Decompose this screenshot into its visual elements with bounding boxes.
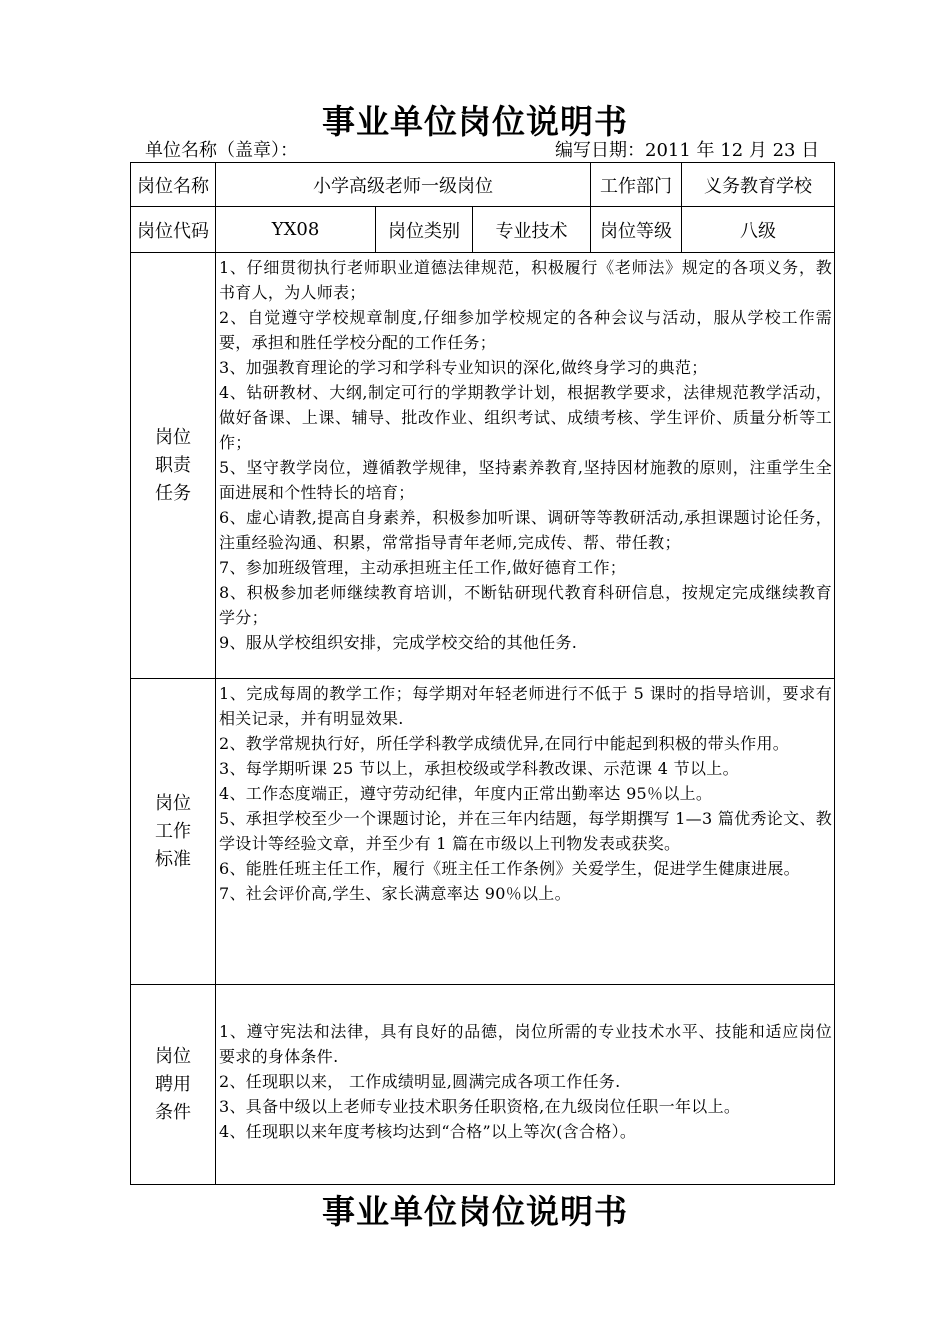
list-item: 1、完成每周的教学工作；每学期对年轻老师进行不低于 5 课时的指导培训，要求有相关记录，并有明显效果. [219,684,833,728]
post-level-label: 岗位等级 [591,207,682,253]
list-item: 2、教学常规执行好，所任学科教学成绩优异,在同行中能起到积极的带头作用。 [219,734,790,753]
list-item: 2、任现职以来， 工作成绩明显,圆满完成各项工作任务. [219,1072,621,1091]
conditions-label: 岗位 聘用 条件 [131,985,216,1185]
document-title-repeat: 事业单位岗位说明书 [322,1192,628,1231]
list-item: 6、能胜任班主任工作，履行《班主任工作条例》关爱学生，促进学生健康进展。 [219,859,800,878]
list-item: 6、虚心请教,提高自身素养，积极参加听课、调研等等教研活动,承担课题讨论任务，注重经验沟通、积累，常常指导青年老师,完成传、帮、带任教； [219,508,833,552]
standards-label: 岗位 工作 标准 [131,679,216,985]
list-item: 4、任现职以来年度考核均达到“合格”以上等次(含合格）。 [219,1122,637,1141]
post-level-value: 八级 [682,207,835,253]
list-item: 1、遵守宪法和法律，具有良好的品德，岗位所需的专业技术水平、技能和适应岗位要求的身体条件. [219,1022,833,1066]
list-item: 3、加强教育理论的学习和学科专业知识的深化,做终身学习的典范； [219,358,708,377]
compile-date-label: 编写日期：2011 年 12 月 23 日 [555,140,820,161]
department-label: 工作部门 [591,163,682,207]
post-name-value: 小学高级老师一级岗位 [216,163,591,207]
standards-content [216,679,835,985]
duties-content [216,253,835,679]
list-item: 4、工作态度端正，遵守劳动纪律，年度内正常出勤率达 95％以上。 [219,784,713,803]
list-item: 4、钻研教材、大纲,制定可行的学期教学计划，根据教学要求，法律规范教学活动，做好备课、上课、辅导、批改作业、组织考试、成绩考核、学生评价、质量分析等工作； [219,383,833,452]
post-description-table [130,162,835,1185]
list-item: 7、参加班级管理，主动承担班主任工作,做好德育工作； [219,558,627,577]
list-item: 2、自觉遵守学校规章制度,仔细参加学校规定的各种会议与活动，服从学校工作需要，承担和胜任学校分配的工作任务； [219,308,833,352]
list-item: 1、仔细贯彻执行老师职业道德法律规范，积极履行《老师法》规定的各项义务，教书育人，为人师表； [219,258,833,302]
list-item: 5、坚守教学岗位，遵循教学规律，坚持素养教育,坚持因材施教的原则，注重学生全面进展和个性特长的培育； [219,458,833,502]
list-item: 8、积极参加老师继续教育培训，不断钻研现代教育科研信息，按规定完成继续教育学分； [219,583,833,627]
post-code-label: 岗位代码 [131,207,216,253]
post-name-label: 岗位名称 [131,163,216,207]
list-item: 3、具备中级以上老师专业技术职务任职资格,在九级岗位任职一年以上。 [219,1097,741,1116]
conditions-content [216,985,835,1185]
list-item: 3、每学期听课 25 节以上，承担校级或学科教改课、示范课 4 节以上。 [219,759,739,778]
list-item: 5、承担学校至少一个课题讨论，并在三年内结题，每学期撰写 1—3 篇优秀论文、教学设计等经验文章，并至少有 1 篇在市级以上刊物发表或获奖。 [219,809,833,853]
list-item: 7、社会评价高,学生、家长满意率达 90％以上。 [219,884,571,903]
list-item: 9、服从学校组织安排，完成学校交给的其他任务. [219,633,578,652]
post-code-value: YX08 [216,207,376,253]
post-category-value: 专业技术 [473,207,591,253]
duties-label: 岗位 职责 任务 [131,253,216,679]
document-title: 事业单位岗位说明书 [322,102,628,141]
unit-name-label: 单位名称（盖章）： [145,140,298,161]
department-value: 义务教育学校 [682,163,835,207]
post-category-label: 岗位类别 [376,207,473,253]
